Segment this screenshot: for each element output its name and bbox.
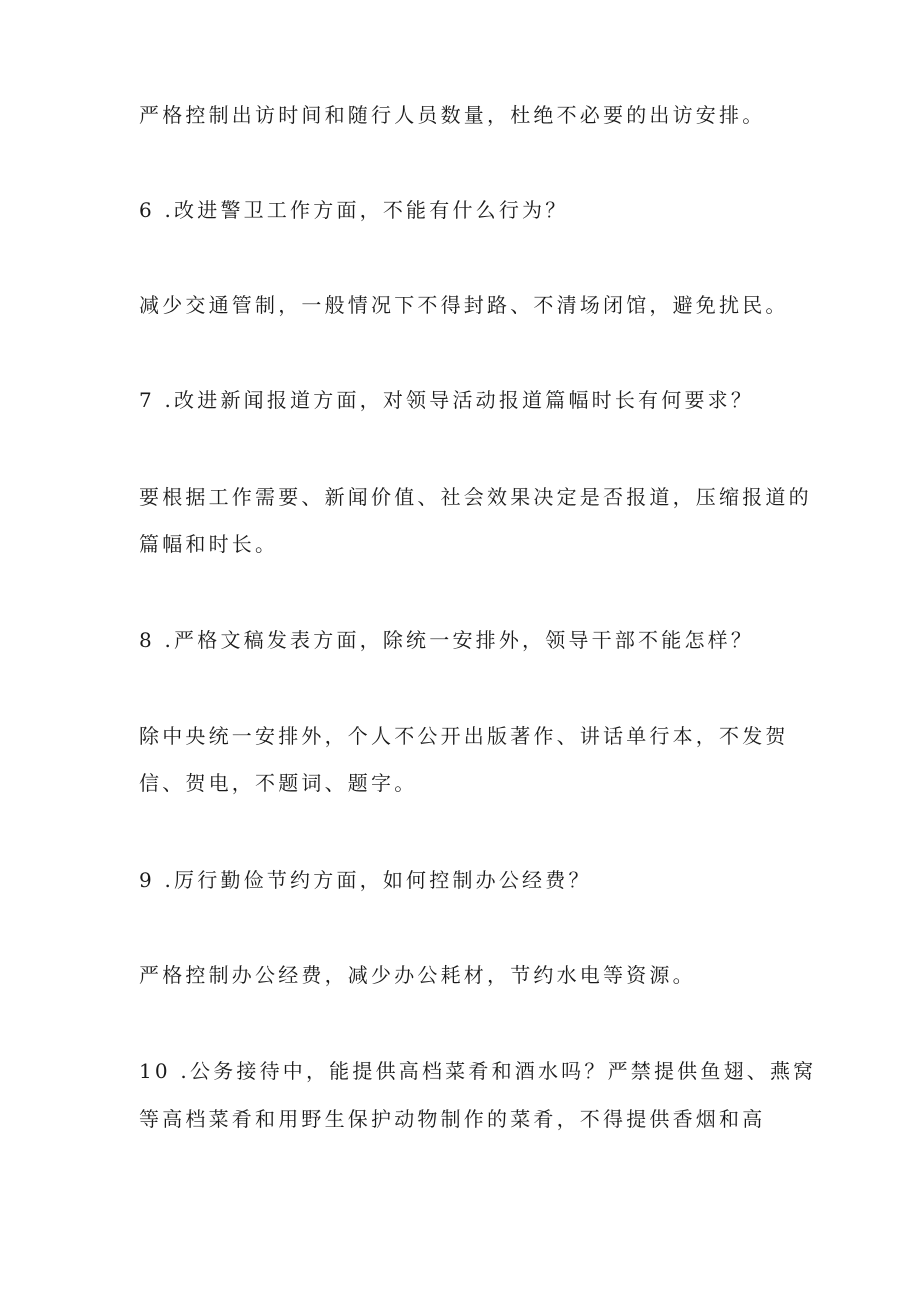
question-8: 8 .严格文稿发表方面，除统一安排外，领导干部不能怎样？	[139, 628, 755, 652]
answer-8-line-2: 信、贺电，不题词、题字。	[139, 771, 418, 795]
answer-6: 减少交通管制，一般情况下不得封路、不清场闭馆，避免扰民。	[139, 293, 789, 317]
question-7: 7 .改进新闻报道方面，对领导活动报道篇幅时长有何要求？	[139, 388, 755, 412]
question-9: 9 .厉行勤俭节约方面，如何控制办公经费？	[139, 868, 592, 892]
answer-7-line-2: 篇幅和时长。	[139, 532, 279, 556]
question-10: 10 .公务接待中，能提供高档菜肴和酒水吗？严禁提供鱼翅、燕窝	[139, 1059, 817, 1083]
question-6: 6 .改进警卫工作方面，不能有什么行为？	[139, 198, 569, 222]
answer-8-line-1: 除中央统一安排外，个人不公开出版著作、讲话单行本，不发贺	[139, 724, 789, 748]
answer-9: 严格控制办公经费，减少办公耗材，节约水电等资源。	[139, 963, 696, 987]
answer-10-line-1: 等高档菜肴和用野生保护动物制作的菜肴，不得提供香烟和高	[139, 1107, 766, 1131]
paragraph-line: 严格控制出访时间和随行人员数量，杜绝不必要的出访安排。	[139, 103, 766, 127]
answer-7-line-1: 要根据工作需要、新闻价值、社会效果决定是否报道，压缩报道的	[139, 485, 812, 509]
